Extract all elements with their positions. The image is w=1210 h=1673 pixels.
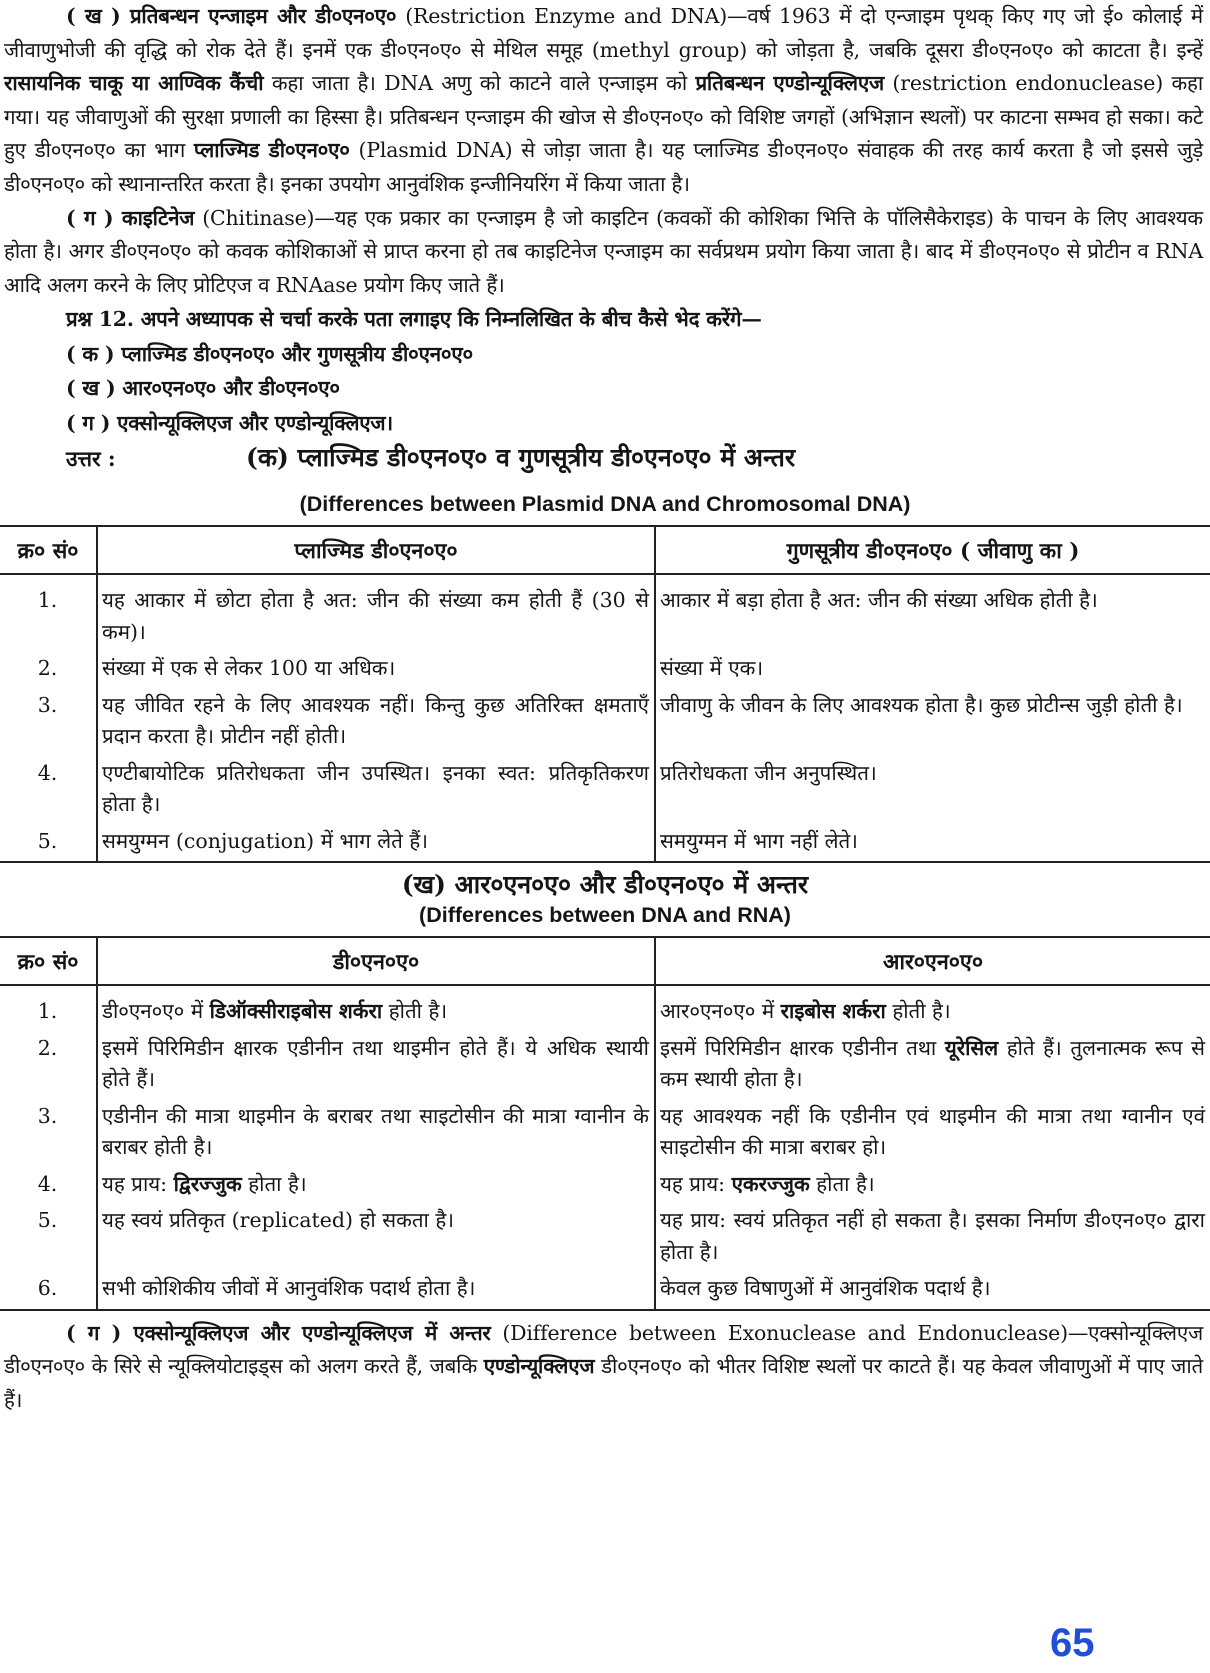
- cell-text: यह प्राय: स्वयं प्रतिकृत नहीं हो सकता है। इसका निर्माण डी०एन०ए० द्वारा होता है।: [660, 1208, 1205, 1264]
- question-option: ( ग ) एक्सोन्यूक्लिएज और एण्डोन्यूक्लिएज।: [66, 410, 393, 435]
- cell-text: यह प्राय:: [660, 1171, 732, 1196]
- cell-plasmid: यह आकार में छोटा होता है अत: जीन की संख्या कम होती हैं (30 से कम)।: [97, 574, 655, 650]
- cell-text: एडीनीन की मात्रा थाइमीन के बराबर तथा साइटोसीन की मात्रा ग्वानीन के बराबर होती है।: [102, 1103, 649, 1160]
- table-row: [0, 985, 1210, 1030]
- cell-dna: [97, 985, 655, 1030]
- bold-term: राइबोस शर्करा: [780, 999, 886, 1024]
- row-number: 2.: [0, 650, 97, 687]
- table-row: [0, 1270, 1210, 1310]
- cell-text: होते हैं। तुलनात्मक रूप से कम स्थायी होता है।: [660, 1035, 1205, 1092]
- column-header-serial: क्र० सं०: [0, 937, 97, 985]
- paragraph-text: (Difference between Exonuclease and Endonuclease)—एक्सोन्यूक्लिएज डी०एन०ए० के सिरे से न्यूक्लियोटाइड्स को अलग करते हैं, जबकि: [4, 1320, 1203, 1379]
- cell-rna: [655, 1166, 1210, 1203]
- cell-dna: [97, 1098, 655, 1166]
- section-title-hindi: (क) प्लाज्मिड डी०एन०ए० व गुणसूत्रीय डी०एन०ए० में अन्तर: [246, 443, 796, 473]
- cell-plasmid: समयुग्मन (conjugation) में भाग लेते हैं।: [97, 823, 655, 863]
- table-row: [0, 1098, 1210, 1166]
- cell-text: सभी कोशिकीय जीवों में आनुवंशिक पदार्थ होता है।: [102, 1276, 476, 1301]
- paragraph-label: ( ग ) काइटिनेज: [66, 205, 195, 230]
- cell-plasmid: संख्या में एक से लेकर 100 या अधिक।: [97, 650, 655, 687]
- bold-term: डिऑक्सीराइबोस शर्करा: [209, 999, 383, 1024]
- cell-text: इसमें पिरिमिडीन क्षारक एडीनीन तथा: [660, 1035, 945, 1060]
- column-header-dna: डी०एन०ए०: [97, 937, 655, 985]
- cell-plasmid: एण्टीबायोटिक प्रतिरोधकता जीन उपस्थित। इनका स्वत: प्रतिकृतिकरण होता है।: [97, 755, 655, 823]
- plasmid-vs-chromosomal-table: [0, 525, 1210, 863]
- table-row: [0, 1030, 1210, 1098]
- paragraph-label: ( ग ) एक्सोन्यूक्लिएज और एण्डोन्यूक्लिएज में अन्तर: [66, 1320, 491, 1345]
- paragraph-text: (restriction endonuclease) कहा गया। यह जीवाणुओं की सुरक्षा प्रणाली का हिस्सा है। प्रतिबन्धन एन्जाइम की खोज से डी०एन०ए० को विशिष्ट जगहों (अभिज्ञान स्थलों) पर काटना सम्भव हो सका। कटे हुए डी०एन०ए० का भाग: [4, 71, 1204, 163]
- question-option: ( ख ) आर०एन०ए० और डी०एन०ए०: [66, 376, 340, 401]
- cell-dna: [97, 1270, 655, 1310]
- row-number: 4.: [0, 755, 97, 823]
- section-title-english: (Differences between Plasmid DNA and Chromosomal DNA): [299, 492, 911, 517]
- cell-text: यह प्राय:: [102, 1171, 174, 1196]
- column-header-rna: आर०एन०ए०: [655, 937, 1210, 985]
- cell-rna: [655, 1270, 1210, 1310]
- bold-term: एण्डोन्यूक्लिएज: [483, 1354, 595, 1379]
- row-number: 3.: [0, 1098, 97, 1166]
- cell-text: डी०एन०ए० में: [102, 999, 210, 1024]
- cell-text: होती है।: [885, 999, 951, 1024]
- row-number: 3.: [0, 687, 97, 755]
- row-number: 2.: [0, 1030, 97, 1098]
- question-block: [0, 302, 1210, 440]
- paragraph-text: (Chitinase)—यह एक प्रकार का एन्जाइम है जो काइटिन (कवकों की कोशिका भित्ति के पॉलिसैकेराइड) के पाचन के लिए आवश्यक होता है। अगर डी०एन०ए० को कवक कोशिकाओं से प्राप्त करना हो तब काइटिनेज एन्जाइम का सर्वप्रथम प्रयोग किया जाता है। बाद में डी०एन०ए० से प्रोटीन व RNA आदि अलग करने के लिए प्रोटिएज व RNAase प्रयोग किए जाते हैं।: [4, 205, 1203, 297]
- bold-term: द्विरज्जुक: [173, 1171, 242, 1196]
- cell-rna: [655, 1202, 1210, 1270]
- bold-term: प्रतिबन्धन एण्डोन्यूक्लिएज: [695, 71, 884, 96]
- cell-text: यह स्वयं प्रतिकृत (replicated) हो सकता है।: [102, 1208, 455, 1233]
- answer-label: उत्तर :: [66, 446, 116, 472]
- row-number: 5.: [0, 823, 97, 863]
- paragraph-restriction-enzyme: [0, 0, 1210, 202]
- cell-plasmid: यह जीवित रहने के लिए आवश्यक नहीं। किन्तु कुछ अतिरिक्त क्षमताएँ प्रदान करता है। प्रोटीन नहीं होती।: [97, 687, 655, 755]
- table-row: [0, 687, 1210, 755]
- row-number: 6.: [0, 1270, 97, 1310]
- paragraph-chitinase: [0, 202, 1210, 303]
- question-heading: प्रश्न 12. अपने अध्यापक से चर्चा करके पता लगाइए कि निम्नलिखित के बीच कैसे भेद करेंगे—: [66, 307, 762, 332]
- paragraph-exonuclease-endonuclease: [0, 1317, 1210, 1418]
- row-number: 5.: [0, 1202, 97, 1270]
- paragraph-label: ( ख ) प्रतिबन्धन एन्जाइम और डी०एन०ए०: [66, 4, 397, 28]
- section-title-english: (Differences between DNA and RNA): [419, 903, 791, 928]
- paragraph-text: डी०एन०ए० को भीतर विशिष्ट स्थलों पर काटते हैं। यह केवल जीवाणुओं में पाए जाते हैं।: [4, 1354, 1203, 1413]
- paragraph-text: (Restriction Enzyme and DNA)—वर्ष 1963 में दो एन्जाइम पृथक् किए गए जो ई० कोलाई में जीवाणुभोजी की वृद्धि को रोक देते हैं। इनमें एक डी०एन०ए० से मेथिल समूह (methyl group) को जोड़ता है, जबकि दूसरा डी०एन०ए० को काटता है। इन्हें: [4, 4, 1203, 62]
- cell-chromosomal: समयुग्मन में भाग नहीं लेते।: [655, 823, 1210, 863]
- cell-text: आर०एन०ए० में: [660, 999, 781, 1024]
- bold-term: रासायनिक चाकू या आण्विक कैंची: [4, 71, 264, 96]
- cell-text: यह आवश्यक नहीं कि एडीनीन एवं थाइमीन की मात्रा तथा ग्वानीन एवं साइटोसीन की मात्रा बराबर हो।: [660, 1103, 1205, 1160]
- page-number: 65: [1050, 1621, 1095, 1665]
- cell-text: होता है।: [809, 1171, 875, 1196]
- row-number: 4.: [0, 1166, 97, 1203]
- table-row: [0, 1202, 1210, 1270]
- bold-term: एकरज्जुक: [731, 1171, 810, 1196]
- table-row: [0, 574, 1210, 650]
- row-number: 1.: [0, 574, 97, 650]
- cell-dna: [97, 1030, 655, 1098]
- cell-rna: [655, 1098, 1210, 1166]
- paragraph-text: (Plasmid DNA) से जोड़ा जाता है। यह प्लाज्मिड डी०एन०ए० संवाहक की तरह कार्य करता है जो इससे जुड़े डी०एन०ए० को स्थानान्तरित करता है। इनका उपयोग आनुवंशिक इन्जीनियरिंग में किया जाता है।: [4, 138, 1203, 196]
- table-row: [0, 650, 1210, 687]
- section-title-hindi: (ख) आर०एन०ए० और डी०एन०ए० में अन्तर: [401, 870, 809, 900]
- cell-text: केवल कुछ विषाणुओं में आनुवंशिक पदार्थ है।: [660, 1276, 991, 1301]
- cell-rna: [655, 1030, 1210, 1098]
- column-header-serial: क्र० सं०: [0, 526, 97, 574]
- bold-term: प्लाज्मिड डी०एन०ए०: [193, 138, 350, 163]
- cell-text: होती है।: [382, 999, 448, 1024]
- cell-chromosomal: संख्या में एक।: [660, 656, 764, 681]
- cell-dna: [97, 1166, 655, 1203]
- cell-chromosomal: जीवाणु के जीवन के लिए आवश्यक होता है। कुछ प्रोटीन्स जुड़ी होती है।: [660, 692, 1183, 717]
- cell-rna: [655, 985, 1210, 1030]
- table-row: [0, 755, 1210, 823]
- table-row: [0, 1166, 1210, 1203]
- cell-text: इसमें पिरिमिडीन क्षारक एडीनीन तथा थाइमीन होते हैं। ये अधिक स्थायी होते हैं।: [102, 1035, 649, 1092]
- cell-chromosomal: आकार में बड़ा होता है अत: जीन की संख्या अधिक होती है।: [660, 588, 1098, 613]
- question-option: ( क ) प्लाज्मिड डी०एन०ए० और गुणसूत्रीय डी०एन०ए०: [66, 341, 473, 366]
- dna-vs-rna-table: [0, 936, 1210, 1311]
- column-header-plasmid: प्लाज्मिड डी०एन०ए०: [97, 526, 655, 574]
- bold-term: यूरेसिल: [944, 1035, 999, 1060]
- column-header-chromosomal: गुणसूत्रीय डी०एन०ए० ( जीवाणु का ): [655, 526, 1210, 574]
- cell-dna: [97, 1202, 655, 1270]
- cell-chromosomal: प्रतिरोधकता जीन अनुपस्थित।: [660, 760, 877, 785]
- table-row: [0, 823, 1210, 863]
- row-number: 1.: [0, 985, 97, 1030]
- paragraph-text: कहा जाता है। DNA अणु को काटने वाले एन्जाइम को: [263, 71, 696, 96]
- cell-text: होता है।: [241, 1171, 307, 1196]
- answer-heading-row: [0, 440, 1210, 492]
